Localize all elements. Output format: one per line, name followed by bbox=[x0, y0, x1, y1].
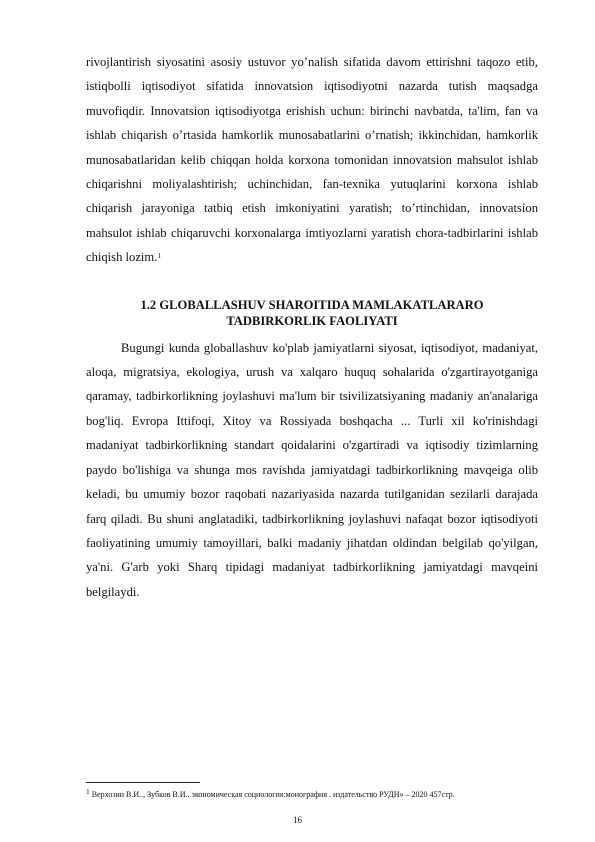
paragraph-1-text: rivojlantirish siyosatini asosiy ustuvor yo’nalish sifatida davom ettirishni taqozo etib, istiqbolli iqtisodiyot sifatida innovatsion iqtisodiyotni nazarda tutish maqsadga muvofiqdir. Innovatsion iqtisodiyotga erishish uchun: birinchi navbatda, ta'lim, fan va ishlab chiqarish o’rtasida hamkorlik munosabatlarini o’rnatish; ikkinchidan, hamkorlik munosabatlaridan kelib chiqqan holda korxona tomonidan innovatsion mahsulot ishlab chiqarishni moliyalashtirish; uchinchidan, fan-texnika yutuqlarini korxona ishlab chiqarish jarayoniga tatbiq etish imkoniyatini yaratish; to’rtinchidan, innovatsion mahsulot ishlab chiqaruvchi korxonalarga imtiyozlarni yaratish chora-tadbirlarini ishlab chiqish lozim. bbox=[86, 55, 538, 265]
footnote bbox=[86, 786, 538, 803]
footnote-marker: 1 bbox=[86, 787, 90, 796]
body-paragraph-1 bbox=[86, 50, 538, 270]
footnote-reference[interactable]: 1 bbox=[157, 251, 162, 261]
section-heading-line-1: 1.2 GLOBALLASHUV SHAROITIDA MAMLAKATLARARO bbox=[140, 297, 484, 312]
document-page bbox=[86, 50, 538, 604]
section-heading bbox=[86, 297, 538, 329]
body-paragraph-2: Bugungi kunda globallashuv ko'plab jamiyatlarni siyosat, iqtisodiyot, madaniyat, aloqa, migratsiya, ekologiya, urush va xalqaro huquq sohalarida o'zgartirayotganiga qaramay, tadbirkorlikning joylashuvi ma'lum bir tsivilizatsiyaning madaniy an'analariga bog'liq. Evropa Ittifoqi, Xitoy va Rossiyada boshqacha ... Turli xil ko'rinishdagi madaniyat tadbirkorlikning standart qoidalarini o'zgartiradi va iqtisodiy tizimlarning paydo bo'lishiga va shunga mos ravishda jamiyatdagi tadbirkorlikning mavqeiga olib keladi, bu umumiy bozor raqobati nazariyasida nazarda tutilganidan sezilarli darajada farq qiladi. Bu shuni anglatadiki, tadbirkorlikning joylashuvi nafaqat bozor iqtisodiyoti faoliyatining umumiy tamoyillari, balki madaniy jihatdan oldindan belgilab qo'yilgan, ya'ni. G'arb yoki Sharq tipidagi madaniyat tadbirkorlikning jamiyatdagi mavqeini belgilaydi. bbox=[86, 340, 538, 599]
footnote-text: Верхозин В.И.., Зубков В.И.. экономическая социология:монография . издательство РУДН» – 2020 457стр. bbox=[89, 790, 455, 799]
section-heading-line-2: TADBIRKORLIK FAOLIYATI bbox=[226, 313, 398, 328]
page-number: 16 bbox=[293, 815, 302, 825]
footnote-divider bbox=[86, 782, 200, 783]
